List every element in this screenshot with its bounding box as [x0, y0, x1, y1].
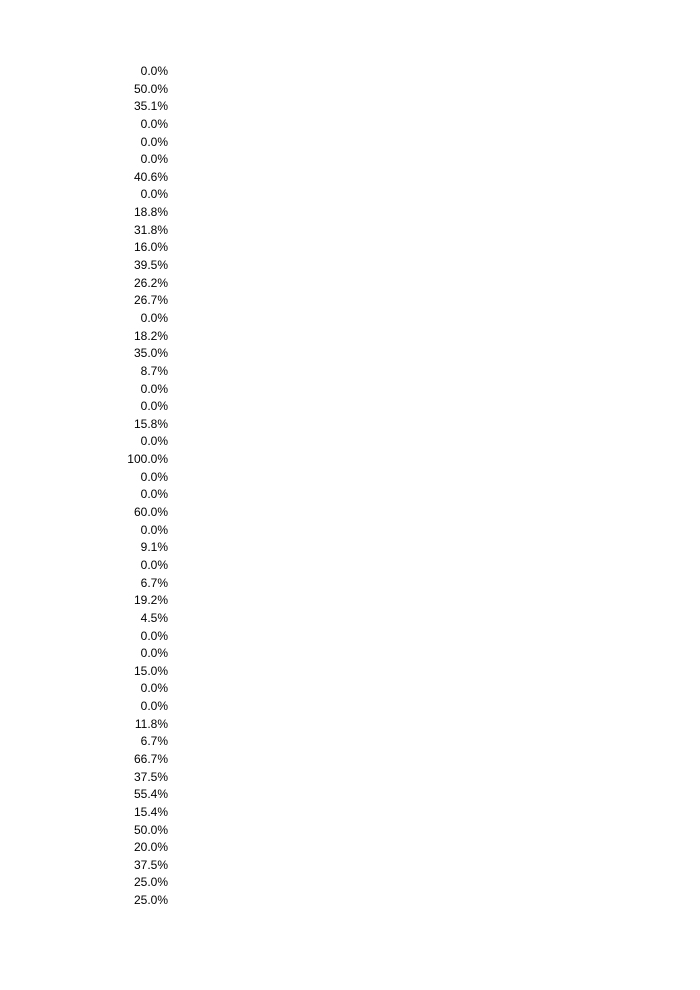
percentage-cell: 18.2% — [133, 328, 168, 343]
percentage-cell: 40.6% — [133, 169, 168, 184]
percentage-cell: 0.0% — [140, 699, 168, 714]
percentage-cell: 31.8% — [133, 222, 168, 237]
percentage-cell: 0.0% — [140, 469, 168, 484]
percentage-cell: 0.0% — [140, 187, 168, 202]
percentage-cell: 0.0% — [140, 152, 168, 167]
percentage-cell: 66.7% — [133, 751, 168, 766]
percentage-cell: 26.7% — [133, 293, 168, 308]
percentage-cell: 0.0% — [140, 557, 168, 572]
percentage-cell: 15.8% — [133, 416, 168, 431]
percentage-cell: 15.4% — [133, 804, 168, 819]
percentage-cell: 50.0% — [133, 81, 168, 96]
percentage-cell: 15.0% — [133, 663, 168, 678]
percentage-cell: 9.1% — [140, 540, 168, 555]
percentage-cell: 18.8% — [133, 205, 168, 220]
percentage-cell: 0.0% — [140, 116, 168, 131]
percentage-cell: 55.4% — [133, 787, 168, 802]
percentage-cell: 0.0% — [140, 522, 168, 537]
percentage-cell: 4.5% — [140, 610, 168, 625]
percentage-cell: 0.0% — [140, 487, 168, 502]
percentage-cell: 0.0% — [140, 646, 168, 661]
percentage-cell: 0.0% — [140, 134, 168, 149]
percentage-cell: 6.7% — [140, 575, 168, 590]
percentage-cell: 100.0% — [127, 452, 168, 467]
percentage-cell: 0.0% — [140, 381, 168, 396]
percentage-cell: 25.0% — [133, 875, 168, 890]
percentage-cell: 11.8% — [134, 716, 168, 731]
percentage-cell: 37.5% — [133, 769, 168, 784]
percentage-cell: 25.0% — [133, 893, 168, 908]
percentage-cell: 6.7% — [140, 734, 168, 749]
percentage-cell: 37.5% — [133, 857, 168, 872]
percentage-cell: 60.0% — [133, 505, 168, 520]
percentage-cell: 19.2% — [133, 593, 168, 608]
percentage-cell: 26.2% — [133, 275, 168, 290]
percentage-cell: 0.0% — [140, 434, 168, 449]
percentage-cell: 35.1% — [133, 99, 168, 114]
percentage-cell: 8.7% — [140, 363, 168, 378]
percentage-cell: 50.0% — [133, 822, 168, 837]
percentage-cell: 35.0% — [133, 346, 168, 361]
percentage-cell: 0.0% — [140, 399, 168, 414]
percentage-cell: 0.0% — [140, 628, 168, 643]
percentage-cell: 0.0% — [140, 681, 168, 696]
percentage-column — [100, 63, 168, 910]
percentage-cell: 16.0% — [133, 240, 168, 255]
percentage-cell: 0.0% — [140, 64, 168, 78]
percentage-cell: 0.0% — [140, 310, 168, 325]
percentage-cell: 20.0% — [133, 840, 168, 855]
percentage-cell: 39.5% — [133, 258, 168, 273]
